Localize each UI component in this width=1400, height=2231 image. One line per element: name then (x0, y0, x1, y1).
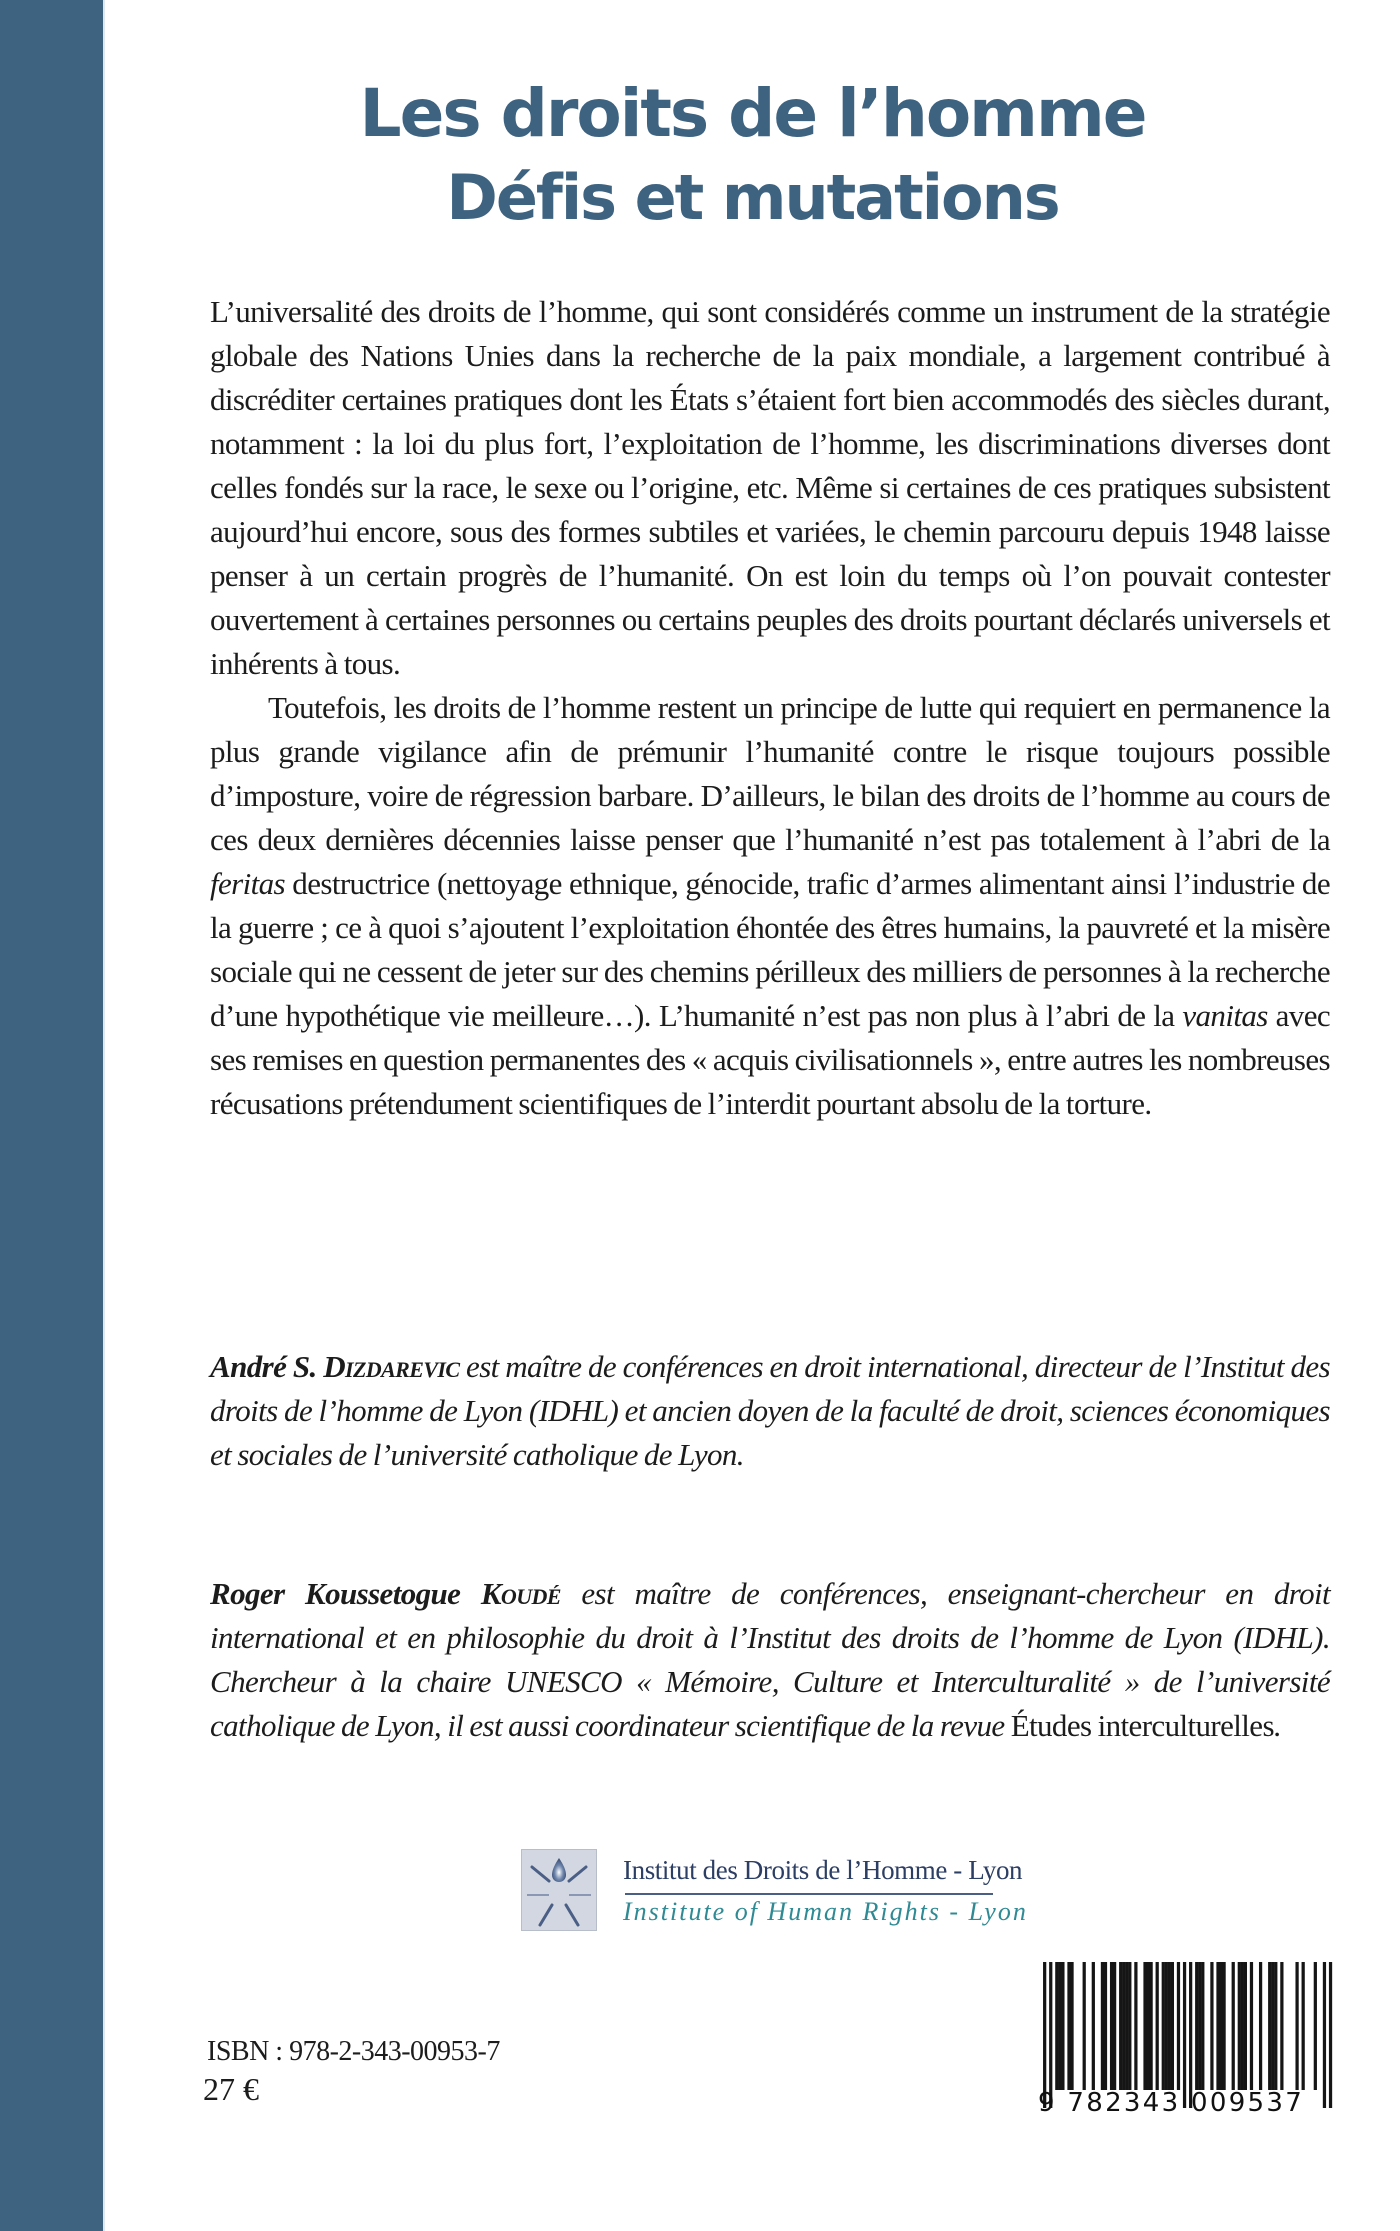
author-first-name: Roger Koussetogue (210, 1576, 481, 1611)
barcode-bar (1268, 1962, 1271, 2090)
barcode-bar (1271, 1962, 1274, 2090)
barcode-bar (1222, 1962, 1225, 2090)
summary-text: destructrice (nettoyage ethnique, génocide, trafic d’armes alimentant ainsi l’industrie de la guerre ; ce à quoi s’ajoutent l’exploitation éhontée des êtres humains, la pauvreté et la misère sociale qui ne cessent de jeter sur des chemins périlleux des milliers de personnes à la recherche d’une hypothétique vie meilleure…). L’humanité n’est pas non plus à l’abri de la (210, 866, 1330, 1033)
isbn-label: ISBN : 978-2-343-00953-7 (207, 2036, 500, 2067)
barcode-bar (1201, 1962, 1204, 2090)
barcode-bar (1177, 1962, 1180, 2090)
barcode-bar (1067, 1962, 1070, 2090)
barcode-bar (1128, 1962, 1131, 2090)
spine-edge-line (103, 0, 105, 2231)
barcode-bar (1250, 1962, 1253, 2090)
institute-logo (521, 1849, 1028, 1933)
author-description: est maître de conférences, enseignant-chercheur en droit international et en philosophie du droit à l’Institut des droits de l’homme de Lyon (IDHL). Chercheur à la chaire UNESCO « Mémoire, Culture et Interculturalité » de l’université catholique de Lyon, il est aussi coordinateur scientifique de la revue (210, 1576, 1330, 1743)
author-bio-text (210, 1572, 1330, 1748)
barcode-bar (1043, 1962, 1046, 2108)
author-first-name: André S. (210, 1349, 324, 1384)
barcode-bar (1070, 1962, 1073, 2090)
barcode-bar (1146, 1962, 1149, 2090)
author-name (210, 1576, 561, 1611)
barcode-bar (1049, 1962, 1052, 2108)
barcode-bar (1198, 1962, 1201, 2090)
author-bio-1 (210, 1345, 1330, 1477)
barcode-bar (1143, 1962, 1146, 2090)
author-description: est maître de conférences en droit international, directeur de l’Institut des droits de l’homme de Lyon (IDHL) et ancien doyen de la faculté de droit, sciences économiques et sociales de l’université catholique de Lyon. (210, 1349, 1330, 1472)
barcode-bar (1295, 1962, 1298, 2090)
book-title: Les droits de l’homme (359, 75, 1146, 152)
author-name (210, 1349, 459, 1384)
barcode-digits: 9 782343 009537 (1038, 2088, 1305, 2118)
barcode-bar (1101, 1962, 1104, 2090)
institute-name-en: Institute of Human Rights - Lyon (623, 1897, 1028, 1926)
barcode-bar (1168, 1962, 1171, 2090)
barcode-bar (1189, 1962, 1192, 2108)
summary-text: avec ses remises en question permanentes des « acquis civilisationnels », entre autres les nombreuses récusations prétendument scientifiques de l’interdit pourtant absolu de la torture. (210, 998, 1331, 1121)
barcode-bar (1149, 1962, 1152, 2090)
author-description-end: . (1273, 1708, 1282, 1743)
barcode-bar (1104, 1962, 1107, 2090)
author-bio-text (210, 1345, 1330, 1477)
back-cover-summary (210, 290, 1330, 1126)
barcode-bar (1329, 1962, 1332, 2108)
barcode-bar (1183, 1962, 1186, 2108)
barcode-bar (1244, 1962, 1247, 2090)
latin-term-vanitas: vanitas (1182, 998, 1268, 1033)
institute-name-fr: Institut des Droits de l’Homme - Lyon (623, 1855, 1023, 1885)
barcode-bar (1165, 1962, 1168, 2090)
summary-text: Toutefois, les droits de l’homme restent un principe de lutte qui requiert en permanence la plus grande vigilance afin de prémunir l’humanité contre le risque toujours possible d’imposture, voire de régression barbare. D’ailleurs, le bilan des droits de l’homme au cours de ces deux dernières décennies laisse penser que l’humanité n’est pas totalement à l’abri de la (210, 690, 1330, 857)
author-bio-2 (210, 1572, 1330, 1748)
barcode-bar (1323, 1962, 1326, 2108)
barcode-bar (1113, 1962, 1116, 2090)
barcode-bar (1083, 1962, 1086, 2090)
cover-spine-band (0, 0, 103, 2231)
barcode-bar (1171, 1962, 1174, 2090)
barcode-bar (1232, 1962, 1235, 2090)
latin-term-feritas: feritas (210, 866, 286, 901)
author-last-name: Dizdarevic (323, 1349, 460, 1384)
author-last-name: Koudé (480, 1576, 561, 1611)
barcode-bar (1092, 1962, 1095, 2090)
barcode-bar (1259, 1962, 1262, 2090)
barcode-bar (1210, 1962, 1213, 2090)
barcode-bar (1061, 1962, 1064, 2090)
barcode-bar (1241, 1962, 1244, 2090)
barcode-bar (1314, 1962, 1317, 2090)
barcode-bar (1122, 1962, 1125, 2090)
journal-title: Études interculturelles (1010, 1708, 1274, 1743)
barcode-bar (1274, 1962, 1277, 2090)
barcode-bar (1119, 1962, 1122, 2090)
barcode-bar (1280, 1962, 1283, 2090)
barcode-bar (1162, 1962, 1165, 2090)
barcode-bar (1125, 1962, 1128, 2090)
logo-emblem (522, 1850, 596, 1930)
barcode-bar (1110, 1962, 1113, 2090)
barcode-bar (1134, 1962, 1137, 2090)
barcode-bar (1156, 1962, 1159, 2090)
barcode-bar (1238, 1962, 1241, 2090)
summary-paragraph-1: L’universalité des droits de l’homme, qui sont considérés comme un instrument de la stratégie globale des Nations Unies dans la recherche de la paix mondiale, a largement contribué à discréditer certaines pratiques dont les États s’étaient fort bien accommodés des siècles durant, notamment : la loi du plus fort, l’exploitation de l’homme, les discriminations diverses dont celles fondés sur la race, le sexe ou l’origine, etc. Même si certaines de ces pratiques subsistent aujourd’hui encore, sous des formes subtiles et variées, le chemin parcouru depuis 1948 laisse penser à un certain progrès de l’humanité. On est loin du temps où l’on pouvait contester ouvertement à certaines personnes ou certains peuples des droits pourtant déclarés universels et inhérents à tous. (210, 294, 1330, 681)
human-figure-star-icon (521, 1849, 597, 1931)
barcode-bar (1055, 1962, 1058, 2090)
barcode-bar (1195, 1962, 1198, 2090)
barcode-bar (1302, 1962, 1305, 2090)
barcode-bar (1058, 1962, 1061, 2090)
logo-divider (625, 1893, 993, 1895)
price-label: 27 € (203, 2071, 259, 2107)
barcode-bar (1219, 1962, 1222, 2090)
barcode-bar (1216, 1962, 1219, 2090)
book-subtitle: Défis et mutations (446, 161, 1059, 234)
summary-paragraph-2 (210, 686, 1330, 1126)
